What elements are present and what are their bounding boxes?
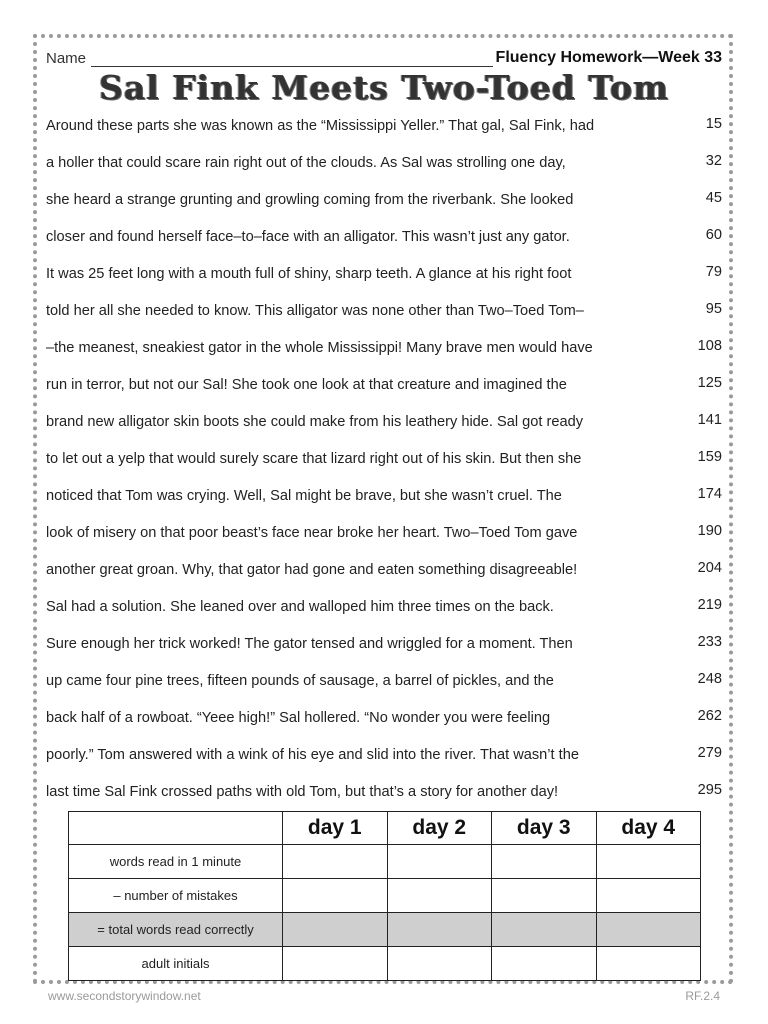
passage-line — [46, 153, 722, 177]
table-row — [69, 913, 701, 947]
entry-cell[interactable] — [492, 913, 597, 947]
day-header: day 4 — [596, 812, 701, 845]
passage-line — [46, 671, 722, 695]
entry-cell[interactable] — [283, 879, 388, 913]
footer-website: www.secondstorywindow.net — [48, 989, 201, 1003]
entry-cell[interactable] — [283, 913, 388, 947]
row-label: = total words read correctly — [69, 913, 283, 947]
passage-line — [46, 449, 722, 473]
entry-cell[interactable] — [387, 879, 492, 913]
passage-text: look of misery on that poor beast’s face near broke her heart. Two–Toed Tom gave — [46, 525, 578, 541]
word-count: 15 — [705, 116, 722, 132]
word-count: 45 — [705, 190, 722, 206]
passage-text: she heard a strange grunting and growling coming from the riverbank. She looked — [46, 192, 574, 208]
word-count: 190 — [697, 523, 722, 539]
passage-text: Around these parts she was known as the “Mississippi Yeller.” That gal, Sal Fink, had — [46, 118, 595, 134]
entry-cell[interactable] — [283, 947, 388, 981]
passage-text: noticed that Tom was crying. Well, Sal might be brave, but she wasn’t cruel. The — [46, 488, 562, 504]
word-count: 295 — [697, 782, 722, 798]
passage-text: Sal had a solution. She leaned over and walloped him three times on the back. — [46, 599, 554, 615]
day-header: day 2 — [387, 812, 492, 845]
week-label: Fluency Homework—Week 33 — [495, 49, 722, 66]
row-label: – number of mistakes — [69, 879, 283, 913]
footer-standard: RF.2.4 — [685, 989, 720, 1003]
passage-text: to let out a yelp that would surely scare that lizard right out of his skin. But then she — [46, 451, 582, 467]
word-count: 204 — [697, 560, 722, 576]
passage-line — [46, 782, 722, 806]
passage-line — [46, 745, 722, 769]
word-count: 108 — [697, 338, 722, 354]
word-count: 279 — [697, 745, 722, 761]
word-count: 141 — [697, 412, 722, 428]
entry-cell[interactable] — [387, 845, 492, 879]
word-count: 219 — [697, 597, 722, 613]
day-header: day 3 — [492, 812, 597, 845]
entry-cell[interactable] — [492, 845, 597, 879]
entry-cell[interactable] — [283, 845, 388, 879]
word-count: 95 — [705, 301, 722, 317]
passage-line — [46, 486, 722, 510]
entry-cell[interactable] — [492, 879, 597, 913]
row-label: adult initials — [69, 947, 283, 981]
passage-text: a holler that could scare rain right out of the clouds. As Sal was strolling one day, — [46, 155, 566, 171]
passage-text: back half of a rowboat. “Yeee high!” Sal hollered. “No wonder you were feeling — [46, 710, 551, 726]
word-count: 174 — [697, 486, 722, 502]
passage-line — [46, 412, 722, 436]
passage-text: brand new alligator skin boots she could make from his leathery hide. Sal got ready — [46, 414, 584, 430]
name-label: Name — [46, 50, 87, 67]
table-header-row — [69, 812, 701, 845]
word-count: 125 — [697, 375, 722, 391]
word-count: 262 — [697, 708, 722, 724]
fluency-tracking-table — [68, 811, 701, 981]
entry-cell[interactable] — [387, 947, 492, 981]
passage-text: told her all she needed to know. This alligator was none other than Two–Toed Tom– — [46, 303, 584, 319]
word-count: 32 — [705, 153, 722, 169]
passage-line — [46, 375, 722, 399]
passage-text: Sure enough her trick worked! The gator tensed and wriggled for a moment. Then — [46, 636, 573, 652]
passage-text: poorly.” Tom answered with a wink of his eye and slid into the river. That wasn’t the — [46, 747, 579, 763]
word-count: 79 — [705, 264, 722, 280]
page-title: Sal Fink Meets Two-Toed Tom — [98, 68, 669, 107]
word-count: 233 — [697, 634, 722, 650]
passage-line — [46, 560, 722, 584]
passage-line — [46, 708, 722, 732]
passage-line — [46, 116, 722, 140]
header — [46, 48, 722, 70]
passage-text: up came four pine trees, fifteen pounds of sausage, a barrel of pickles, and the — [46, 673, 554, 689]
passage-text: run in terror, but not our Sal! She took one look at that creature and imagined the — [46, 377, 567, 393]
passage-line — [46, 338, 722, 362]
passage-text: another great groan. Why, that gator had gone and eaten something disagreeable! — [46, 562, 578, 578]
passage-text: It was 25 feet long with a mouth full of shiny, sharp teeth. A glance at his right foot — [46, 266, 572, 282]
table-row — [69, 879, 701, 913]
name-blank-line[interactable] — [91, 66, 493, 67]
entry-cell[interactable] — [596, 845, 701, 879]
passage-line — [46, 597, 722, 621]
entry-cell[interactable] — [492, 947, 597, 981]
entry-cell[interactable] — [596, 947, 701, 981]
passage-line — [46, 264, 722, 288]
passage-text: last time Sal Fink crossed paths with old Tom, but that’s a story for another day! — [46, 784, 559, 800]
row-label: words read in 1 minute — [69, 845, 283, 879]
table-corner-cell — [69, 812, 283, 845]
passage-text: closer and found herself face–to–face with an alligator. This wasn’t just any gator. — [46, 229, 570, 245]
passage-line — [46, 190, 722, 214]
word-count: 159 — [697, 449, 722, 465]
passage-text: –the meanest, sneakiest gator in the whole Mississippi! Many brave men would have — [46, 340, 593, 356]
passage-line — [46, 634, 722, 658]
entry-cell[interactable] — [387, 913, 492, 947]
passage-line — [46, 523, 722, 547]
table-row — [69, 845, 701, 879]
word-count: 248 — [697, 671, 722, 687]
passage-line — [46, 227, 722, 251]
word-count: 60 — [705, 227, 722, 243]
entry-cell[interactable] — [596, 879, 701, 913]
entry-cell[interactable] — [596, 913, 701, 947]
day-header: day 1 — [283, 812, 388, 845]
table-row — [69, 947, 701, 981]
passage-line — [46, 301, 722, 325]
